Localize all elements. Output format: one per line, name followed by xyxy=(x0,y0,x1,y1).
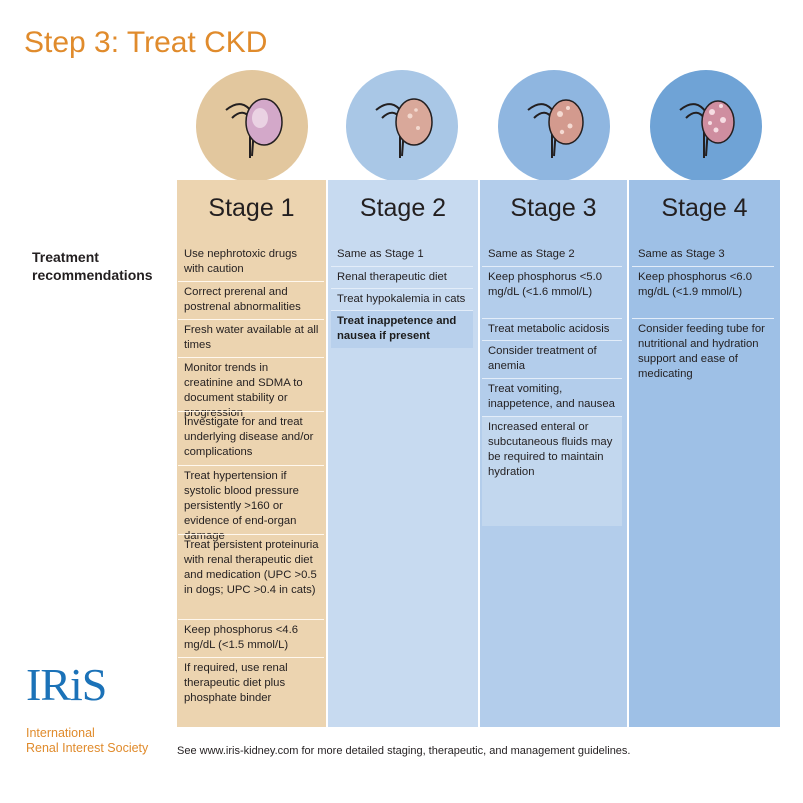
stage-1-kidney-icon xyxy=(196,70,308,182)
stage-4-rec: Keep phosphorus <6.0 mg/dL (<1.9 mmol/L) xyxy=(632,266,774,304)
stage-2-kidney-icon xyxy=(346,70,458,182)
footer-note: See www.iris-kidney.com for more detailed staging, therapeutic, and management guidelines. xyxy=(177,745,631,757)
stage-2-rec: Renal therapeutic diet xyxy=(331,266,473,289)
stage-3-rec: Same as Stage 2 xyxy=(488,248,575,260)
stage-1-rec: Treat persistent proteinuria with renal therapeutic diet and medication (UPC >0.5 in dogs; UPC >0.4 in cats) xyxy=(178,534,324,602)
stage-2-rec: Treat inappetence and nausea if present xyxy=(331,310,473,348)
logo-line-2: Renal Interest Society xyxy=(26,741,149,755)
page-title: Step 3: Treat CKD xyxy=(24,26,268,59)
stage-4-kidney-icon xyxy=(650,70,762,182)
stage-3-kidney-icon xyxy=(498,70,610,182)
stage-3-rec: Increased enteral or subcutaneous fluids may be required to maintain hydration xyxy=(482,416,622,526)
stage-1-rec: Investigate for and treat underlying disease and/or complications xyxy=(178,411,324,464)
logo-line-1: International xyxy=(26,726,95,740)
stage-2-heading: Stage 2 xyxy=(359,194,447,222)
stage-3-rec: Treat metabolic acidosis xyxy=(482,318,622,341)
stage-3-heading: Stage 3 xyxy=(510,194,597,222)
stage-4-rec: Consider feeding tube for nutritional and hydration support and ease of medicating xyxy=(632,318,774,386)
treatment-recommendations-label xyxy=(32,248,172,284)
stage-2-rec: Treat hypokalemia in cats xyxy=(331,288,473,311)
stage-3-rec: Treat vomiting, inappetence, and nausea xyxy=(482,378,622,416)
iris-logo: IRiS xyxy=(26,659,107,710)
stage-4-rec: Same as Stage 3 xyxy=(638,248,725,260)
stage-4-heading: Stage 4 xyxy=(661,194,748,222)
stage-1-rec: Treat hypertension if systolic blood pressure persistently >160 or evidence of end-organ damage xyxy=(178,465,324,548)
stage-2-rec: Same as Stage 1 xyxy=(337,248,424,260)
row-label-text: Treatment recommendations xyxy=(32,249,153,283)
stage-1-rec: Monitor trends in creatinine and SDMA to document stability or progression xyxy=(178,357,324,425)
stage-1-heading: Stage 1 xyxy=(208,194,295,222)
stage-3-rec: Consider treatment of anemia xyxy=(482,340,622,378)
stage-1-rec: Use nephrotoxic drugs with caution xyxy=(184,248,298,275)
stage-1-rec: Fresh water available at all times xyxy=(178,319,324,357)
stage-1-rec: Correct prerenal and postrenal abnormalities xyxy=(178,281,324,319)
stage-1-rec: If required, use renal therapeutic diet plus phosphate binder xyxy=(178,657,324,710)
stage-3-rec: Keep phosphorus <5.0 mg/dL (<1.6 mmol/L) xyxy=(482,266,622,304)
stage-1-rec: Keep phosphorus <4.6 mg/dL (<1.5 mmol/L) xyxy=(178,619,324,657)
